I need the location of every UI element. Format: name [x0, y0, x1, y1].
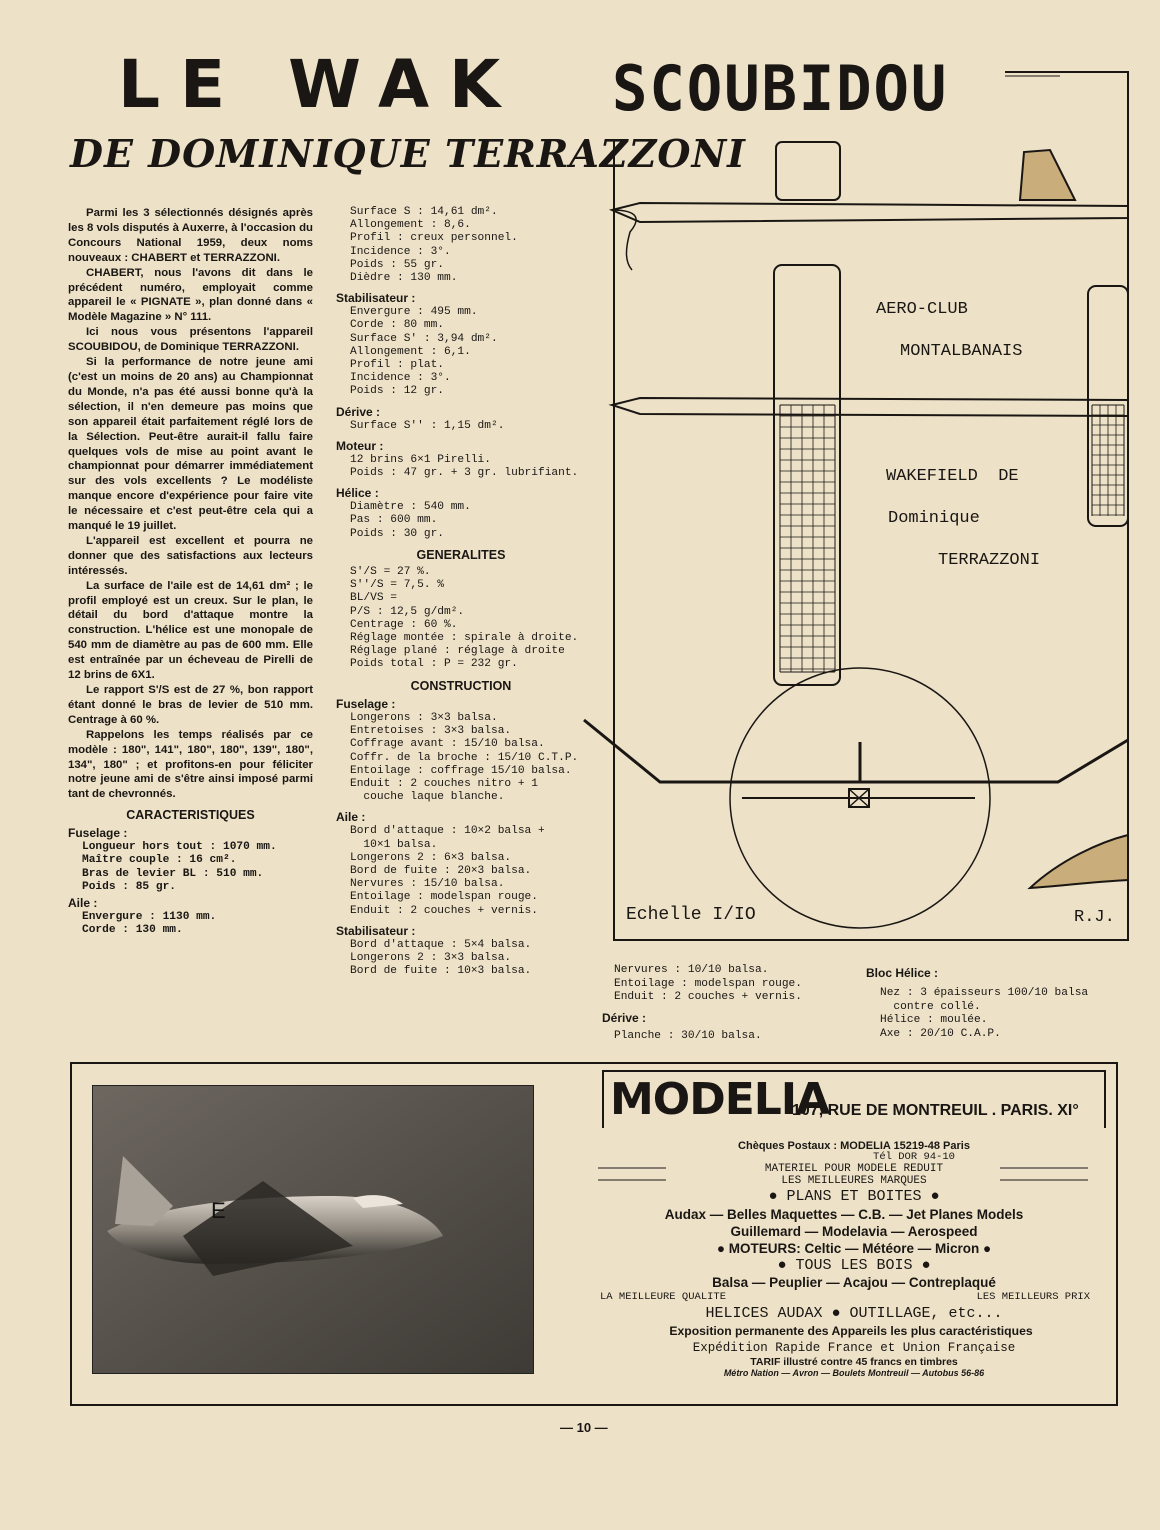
spec-line: Longerons 2 : 6×3 balsa.: [350, 851, 512, 864]
plan-label-club: AERO-CLUB: [876, 300, 968, 319]
ad-telephone: Tél DOR 94-10: [873, 1151, 955, 1163]
fuselage-heading: Fuselage :: [68, 826, 128, 841]
spec-line: Maître couple : 16 cm².: [82, 854, 237, 867]
spec-line: Corde : 130 mm.: [82, 924, 183, 937]
spec-line: Corde : 80 mm.: [350, 319, 444, 332]
spec-line: Incidence : 3°.: [350, 372, 451, 385]
ad-line-balsa: Balsa — Peuplier — Acajou — Contreplaqué: [712, 1275, 996, 1290]
spec-line: Enduit : 2 couches + vernis.: [614, 991, 802, 1003]
spec-line: Bord d'attaque : 5×4 balsa.: [350, 938, 532, 951]
spec-line: Pas : 600 mm.: [350, 514, 438, 527]
spec-line: Longueur hors tout : 1070 mm.: [82, 841, 277, 854]
aile-heading: Aile :: [68, 895, 98, 910]
spec-line: Nez : 3 épaisseurs 100/10 balsa: [880, 987, 1089, 999]
spec-line: Poids : 30 gr.: [350, 527, 444, 540]
aircraft-photo: [92, 1085, 534, 1374]
spec-line: Surface S' : 3,94 dm².: [350, 332, 498, 345]
spec-line: Poids : 85 gr.: [82, 880, 176, 893]
plan-label-surname: TERRAZZONI: [938, 551, 1041, 570]
spec-line: Entoilage : modelspan rouge.: [614, 977, 802, 990]
plan-initials: R.J.: [1074, 908, 1115, 927]
plan-title: SCOUBIDOU: [612, 52, 949, 125]
ad-line-expedition: Expédition Rapide France et Union Française: [692, 1341, 1016, 1355]
paragraph: L'appareil est excellent et pourra ne donner que des satisfactions aux lecteurs intéressés.: [68, 534, 313, 577]
modelia-logo: MODELIA: [610, 1074, 830, 1125]
spec-line: Réglage montée : spirale à droite.: [350, 632, 579, 645]
ad-line-qualite: [598, 1291, 1110, 1304]
spec-line: Entretoises : 3×3 balsa.: [350, 725, 512, 738]
aircraft-marking: E: [211, 1198, 226, 1223]
ad-line-metro: Métro Nation — Avron — Boulets Montreuil — Autobus 56-86: [723, 1368, 985, 1378]
spec-line: contre collé.: [880, 1000, 981, 1013]
spec-line: Poids : 47 gr. + 3 gr. lubrifiant.: [350, 467, 579, 480]
jet-model-image: [93, 1086, 533, 1373]
spec-line: Dièdre : 130 mm.: [350, 272, 458, 285]
spec-line: Longerons : 3×3 balsa.: [350, 711, 498, 724]
spec-line: Nervures : 15/10 balsa.: [350, 878, 505, 891]
spec-line: Coffr. de la broche : 15/10 C.T.P.: [350, 751, 579, 764]
spec-line: 10×1 balsa.: [350, 838, 438, 851]
plan-label-wakefield: WAKEFIELD DE: [886, 467, 1019, 486]
spec-line: Nervures : 10/10 balsa.: [614, 964, 769, 976]
spec-line: Surface S : 14,61 dm².: [350, 206, 498, 218]
spec-line: Envergure : 1130 mm.: [82, 910, 217, 923]
spec-line: Profil : creux personnel.: [350, 232, 518, 245]
bloc-helice-heading: Bloc Hélice :: [866, 966, 939, 980]
plan-scale: Echelle I/IO: [626, 905, 756, 925]
spec-line: 12 brins 6×1 Pirelli.: [350, 453, 491, 466]
moteur-heading: Moteur :: [336, 438, 384, 453]
construction-fuselage-heading: Fuselage :: [336, 696, 396, 711]
side-view-wing: [776, 142, 840, 200]
spec-line: Réglage plané : réglage à droite: [350, 645, 565, 658]
spec-line: Bras de levier BL : 510 mm.: [82, 867, 264, 880]
ad-line-materiel: MATERIEL POUR MODELE REDUIT: [764, 1163, 944, 1175]
spec-line: Poids : 55 gr.: [350, 258, 444, 271]
derive-heading: Dérive :: [336, 404, 381, 419]
spec-line: Axe : 20/10 C.A.P.: [880, 1027, 1001, 1040]
paragraph: La surface de l'aile est de 14,61 dm² ; le profil employé est un creux. Sur le plan, le détail du bord d'attaque montre la construction. L'hélice est une monopale de 540 mm de diamètre au pas de 600 mm. Elle est entraînée par un écheveau de Pirelli de 12 brins de 6X1.: [68, 579, 313, 682]
ad-prix: LES MEILLEURS PRIX: [976, 1291, 1090, 1303]
spec-line: Profil : plat.: [350, 359, 444, 372]
paragraph: Le rapport S'/S est de 27 %, bon rapport étant donné le bras de levier de 510 mm. Centrage à 60 %.: [68, 684, 313, 726]
construction-stab-heading: Stabilisateur :: [336, 923, 416, 938]
paragraph: Parmi les 3 sélectionnés désignés après les 8 vols disputés à Auxerre, à l'occasion du Concours National 1959, deux noms nouveaux : CHABERT et TERRAZZONI.: [68, 207, 313, 264]
ad-line-audax: Audax — Belles Maquettes — C.B. — Jet Planes Models: [664, 1207, 1024, 1222]
spec-line: S'/S = 27 %.: [350, 566, 431, 579]
ad-line-plans: ● PLANS ET BOITES ●: [768, 1188, 940, 1205]
stabilisateur-heading: Stabilisateur :: [336, 291, 416, 306]
plan-label-club-2: MONTALBANAIS: [900, 342, 1023, 361]
spec-line: Bord de fuite : 10×3 balsa.: [350, 965, 532, 978]
spec-line: Poids : 12 gr.: [350, 385, 444, 398]
ad-line-guillemard: Guillemard — Modelavia — Aerospeed: [730, 1224, 978, 1239]
below-plan-right: [866, 966, 1116, 1041]
spec-line: Entoilage : coffrage 15/10 balsa.: [350, 764, 572, 777]
generalites-heading: GENERALITES: [416, 547, 506, 562]
spec-line: Bord d'attaque : 10×2 balsa +: [350, 825, 545, 838]
side-view-fuselage: [612, 203, 1128, 222]
plan-label-name: Dominique: [888, 509, 980, 528]
spec-line: Poids total : P = 232 gr.: [350, 658, 518, 671]
paragraph: CHABERT, nous l'avons dit dans le précédent numéro, employait comme appareil le « PIGNATE », plan donné dans « Modèle Magazine » N° 111.: [68, 266, 313, 324]
caracteristiques-heading: CARACTERISTIQUES: [126, 808, 255, 823]
top-view-fuselage: [612, 398, 1128, 416]
below-plan-left: [602, 964, 854, 1043]
helice-heading: Hélice :: [336, 486, 379, 501]
paragraph: Si la performance de notre jeune ami (c'est un moins de 20 ans) au Championnat du Monde, n'a pas été aussi bonne qu'à la sélection, il n'en demeure pas moins que son appareil était parfaitement réglé lors de la Sélection. Peut-être aurait-il fallu faire quelques vols de mise au point avant le championnat pour démarrer immédiatement sur des vols excellents ? Le modéliste manque encore d'expérience pour faire vite le nécessaire et c'est peut-être cela qui a manqué le 19 juillet.: [68, 356, 313, 533]
paragraph: Rappelons les temps réalisés par ce modèle : 180", 141", 180", 180", 139", 180", 134", 180" ; et profitons-en pour féliciter notre jeune ami de s'être ainsi imposé parmi tant de chevronnés.: [68, 728, 313, 801]
modelia-advertisement: [598, 1070, 1110, 1398]
spec-line: Planche : 30/10 balsa.: [614, 1029, 762, 1042]
spec-line: couche laque blanche.: [350, 791, 505, 804]
spec-line: S''/S = 7,5. %: [350, 579, 444, 592]
construction-heading: CONSTRUCTION: [410, 678, 512, 693]
spec-line: Envergure : 495 mm.: [350, 306, 478, 319]
spec-line: Longerons 2 : 3×3 balsa.: [350, 951, 512, 964]
ad-rules: [598, 1160, 1110, 1190]
paragraph: Ici nous vous présentons l'appareil SCOUBIDOU, de Dominique TERRAZZONI.: [68, 326, 313, 354]
modelia-address: 107, RUE DE MONTREUIL . PARIS. XI°: [792, 1102, 1079, 1119]
spec-line: Diamètre : 540 mm.: [350, 501, 471, 514]
construction-aile-heading: Aile :: [336, 810, 366, 825]
ad-line-moteurs: ● MOTEURS: Celtic — Météore — Micron ●: [716, 1241, 992, 1256]
derive-construction-heading: Dérive :: [602, 1010, 647, 1025]
ad-cheques: Chèques Postaux : MODELIA 15219-48 Paris: [738, 1140, 970, 1152]
ad-line-helices: HELICES AUDAX ● OUTILLAGE, etc...: [705, 1305, 1003, 1322]
spec-line: Centrage : 60 %.: [350, 618, 458, 631]
side-view-fin: [1020, 150, 1075, 200]
article-subtitle: DE DOMINIQUE TERRAZZONI: [70, 131, 746, 176]
spec-line: Enduit : 2 couches nitro + 1: [350, 777, 538, 790]
spec-line: Hélice : moulée.: [880, 1014, 988, 1026]
ad-line-exposition: Exposition permanente des Appareils les plus caractéristiques: [669, 1324, 1033, 1338]
spec-line: Allongement : 8,6.: [350, 219, 471, 232]
ad-line-marques: LES MEILLEURES MARQUES: [781, 1175, 927, 1187]
article-title: LE WAK: [118, 46, 521, 123]
spec-line: Entoilage : modelspan rouge.: [350, 891, 538, 904]
plan-frame: [614, 72, 1128, 940]
spec-line: Coffrage avant : 15/10 balsa.: [350, 738, 545, 751]
spec-line: Surface S'' : 1,15 dm².: [350, 419, 505, 432]
spec-line: Enduit : 2 couches + vernis.: [350, 904, 538, 917]
spec-line: P/S : 12,5 g/dm².: [350, 605, 465, 618]
spec-line: Allongement : 6,1.: [350, 345, 471, 358]
ad-line-bois: ● TOUS LES BOIS ●: [777, 1257, 931, 1274]
front-view-dihedral: [584, 720, 1128, 782]
ad-line-tarif: TARIF illustré contre 45 francs en timbres: [750, 1356, 958, 1368]
spec-line: Bord de fuite : 20×3 balsa.: [350, 864, 532, 877]
modelia-header: [602, 1070, 1106, 1128]
page-number: — 10 —: [560, 1420, 608, 1435]
leading-edge-detail: [1030, 835, 1128, 888]
top-view-wing: [774, 265, 840, 685]
spec-line: BL/VS =: [350, 592, 397, 605]
spec-line: Incidence : 3°.: [350, 245, 451, 258]
ad-qualite: LA MEILLEURE QUALITE: [600, 1291, 727, 1303]
